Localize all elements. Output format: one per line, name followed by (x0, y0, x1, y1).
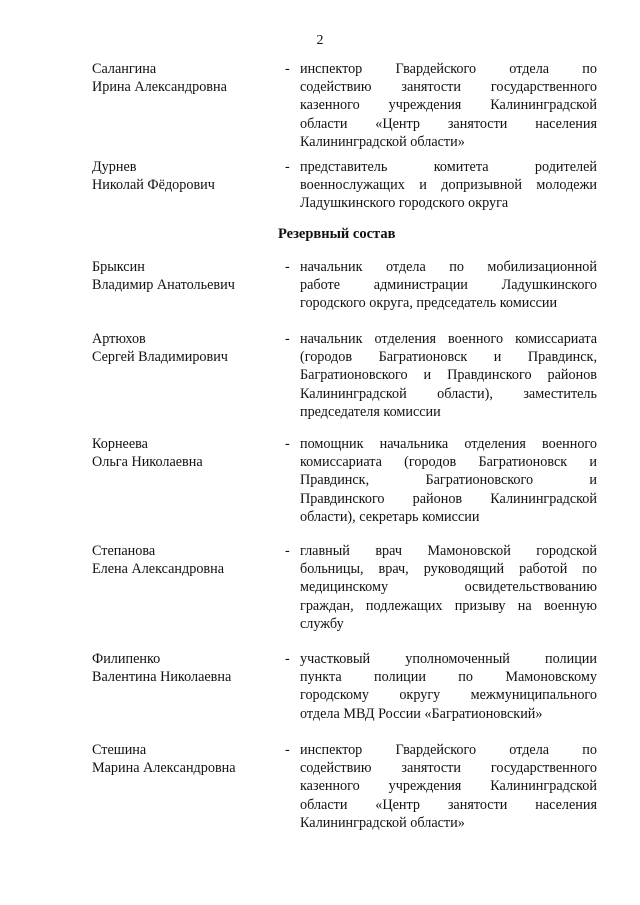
page-number: 2 (316, 33, 324, 48)
role-line: (городов Багратионовск и Правдинск, (300, 349, 597, 366)
role-line: работе администрации Ладушкинского (300, 277, 597, 294)
member-name (92, 435, 277, 471)
list-dash: - (285, 159, 290, 175)
member-surname: Стешина (92, 742, 147, 758)
member-surname: Корнеева (92, 436, 148, 452)
member-name (92, 741, 277, 777)
list-dash: - (285, 436, 290, 452)
role-line: больницы, врач, руководящий работой по (300, 561, 597, 578)
role-line: службу (300, 615, 344, 632)
role-line: представитель комитета родителей (300, 159, 597, 175)
role-line: области «Центр занятости населения (300, 115, 597, 132)
member-given-names: Марина Александровна (92, 760, 236, 777)
role-line: городского округа, председатель комиссии (300, 295, 558, 312)
member-surname: Степанова (92, 543, 156, 559)
list-dash: - (285, 651, 290, 667)
list-dash: - (285, 742, 290, 758)
member-surname: Брыксин (92, 259, 145, 275)
role-line: помощник начальника отделения военного (300, 436, 597, 452)
section-heading-reserve: Резервный состав (278, 226, 396, 242)
role-line: Калининградской области), заместитель (300, 385, 597, 402)
member-given-names: Ирина Александровна (92, 79, 227, 96)
role-line: пункта полиции по Мамоновскому (300, 669, 597, 686)
member-role (300, 542, 597, 633)
list-dash: - (285, 543, 290, 559)
member-role (300, 435, 597, 526)
role-line: главный врач Мамоновской городской (300, 543, 597, 559)
role-line: области), секретарь комиссии (300, 508, 480, 525)
member-name (92, 650, 277, 686)
role-line: содействию занятости государственного (300, 760, 597, 777)
role-line: председателя комиссии (300, 403, 441, 420)
role-line: инспектор Гвардейского отдела по (300, 61, 597, 77)
role-line: казенного учреждения Калининградской (300, 778, 597, 795)
role-line: медицинскому освидетельствованию (300, 579, 597, 596)
member-surname: Салангина (92, 61, 157, 77)
member-role (300, 330, 597, 421)
member-role (300, 650, 597, 723)
role-line: начальник отделения военного комиссариата (300, 331, 597, 347)
role-line: начальник отдела по мобилизационной (300, 259, 597, 275)
member-given-names: Ольга Николаевна (92, 454, 203, 471)
role-line: Правдинского районов Калининградской (300, 490, 597, 507)
list-dash: - (285, 331, 290, 347)
member-role (300, 741, 597, 832)
member-given-names: Владимир Анатольевич (92, 277, 235, 294)
role-line: инспектор Гвардейского отдела по (300, 742, 597, 758)
member-surname: Филипенко (92, 651, 161, 667)
list-dash: - (285, 259, 290, 275)
role-line: Калининградской области» (300, 814, 465, 831)
member-name (92, 258, 277, 294)
role-line: Правдинск, Багратионовского и (300, 472, 597, 489)
member-given-names: Елена Александровна (92, 561, 224, 578)
member-name (92, 542, 277, 578)
role-line: комиссариата (городов Багратионовск и (300, 454, 597, 471)
member-role (300, 258, 597, 313)
member-name (92, 158, 277, 194)
role-line: отдела МВД России «Багратионовский» (300, 705, 543, 722)
member-given-names: Сергей Владимирович (92, 349, 228, 366)
member-given-names: Николай Фёдорович (92, 177, 215, 194)
role-line: области «Центр занятости населения (300, 796, 597, 813)
member-name (92, 60, 277, 96)
member-role (300, 158, 597, 213)
member-surname: Дурнев (92, 159, 137, 175)
role-line: граждан, подлежащих призыву на военную (300, 597, 597, 614)
role-line: Багратионовского и Правдинского районов (300, 367, 597, 384)
role-line: Калининградской области» (300, 133, 465, 150)
member-role (300, 60, 597, 151)
list-dash: - (285, 61, 290, 77)
member-surname: Артюхов (92, 331, 146, 347)
role-line: городскому округу межмуниципального (300, 687, 597, 704)
role-line: военнослужащих и допризывной молодежи (300, 177, 597, 194)
member-name (92, 330, 277, 366)
role-line: казенного учреждения Калининградской (300, 97, 597, 114)
role-line: Ладушкинского городского округа (300, 195, 509, 212)
member-given-names: Валентина Николаевна (92, 669, 232, 686)
role-line: участковый уполномоченный полиции (300, 651, 597, 667)
role-line: содействию занятости государственного (300, 79, 597, 96)
